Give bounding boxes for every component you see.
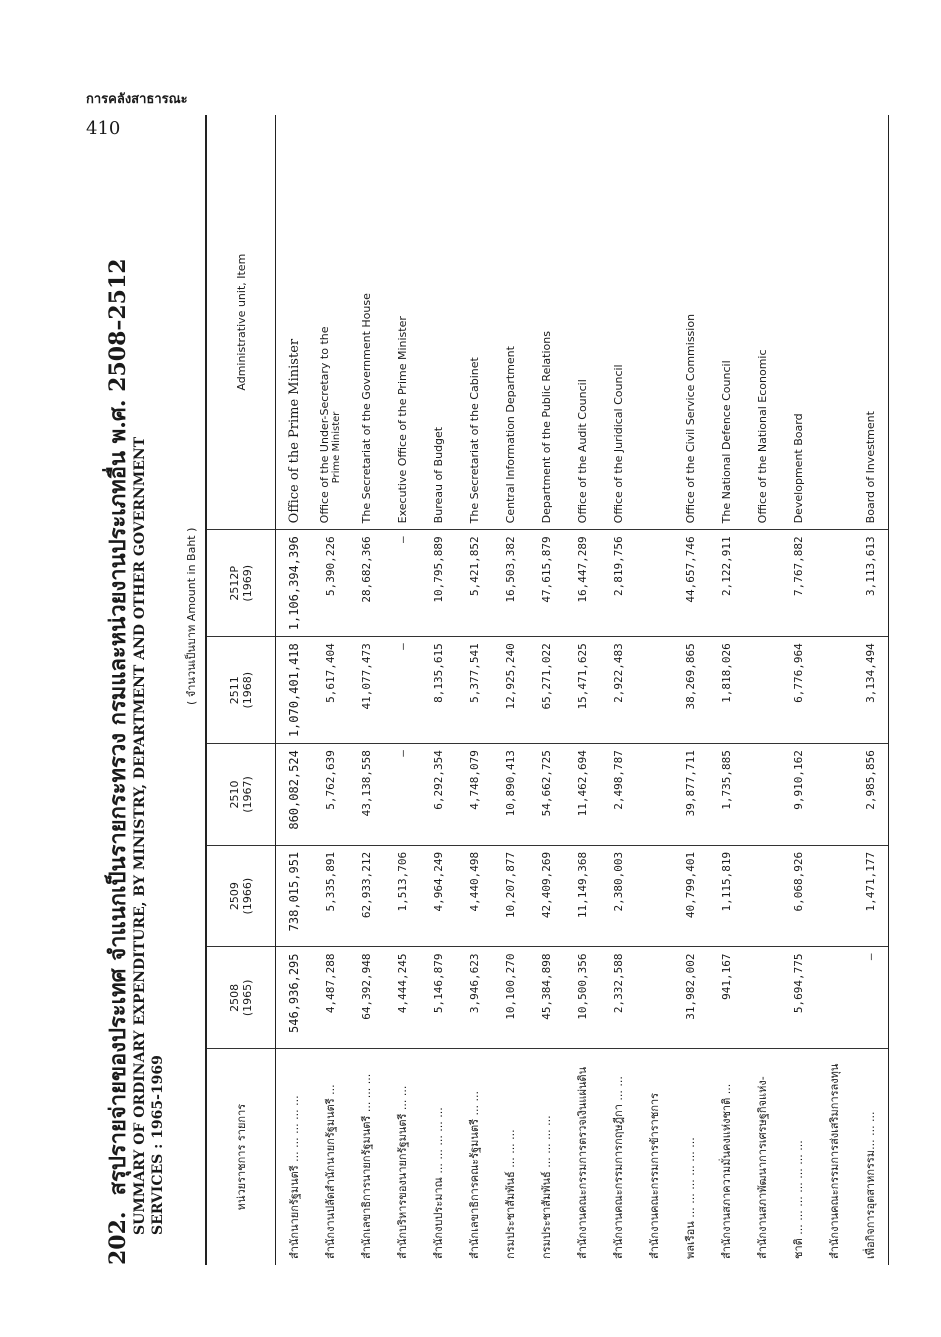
- row-value: 941,167: [708, 947, 744, 1049]
- row-value: 10,207,877: [503, 851, 517, 919]
- row-value: [636, 845, 672, 947]
- row-value: 2,498,787: [600, 744, 636, 846]
- table-title-thai: [100, 258, 135, 1265]
- row-value: 2,985,856: [852, 744, 889, 846]
- row-value: 5,390,226: [312, 530, 348, 637]
- table-row: [636, 115, 672, 1265]
- table-title-thai-text: สรุปรายจ่ายของประเทศ จำแนกเป็นรายกระทรวง กรมและหน่วยงานประเภทอื่น พ.ศ. 2508–2512: [105, 258, 131, 1196]
- row-en-label: [312, 115, 348, 530]
- year-ad: (1966): [241, 877, 254, 915]
- row-en-label-main: The Secretariat of the Cabinet: [467, 357, 481, 524]
- rotated-table-page: [100, 115, 877, 1265]
- row-value: [636, 530, 672, 637]
- row-value: [744, 947, 780, 1049]
- row-value: 2,819,756: [600, 530, 636, 637]
- row-en-label: [276, 115, 313, 530]
- table-body: [276, 115, 889, 1265]
- table-title-block: [100, 115, 210, 1265]
- row-value: 2,380,003: [611, 851, 625, 912]
- table-row: [492, 115, 528, 1265]
- row-value: 5,421,852: [456, 530, 492, 637]
- year-be: 2510: [228, 780, 241, 809]
- row-value: 4,748,079: [456, 744, 492, 846]
- row-thai-label: สำนักงานคณะกรรมการส่งเสริมการลงทุน: [828, 1063, 841, 1259]
- row-en-label: [348, 115, 384, 530]
- row-thai-label: พลเรือน ... ... ... ... ... ...: [684, 1137, 697, 1259]
- row-en-label-main: Office of the Audit Council: [575, 379, 589, 524]
- row-en-label: [672, 115, 708, 530]
- row-value: [816, 637, 852, 744]
- row-value: 1,735,885: [708, 744, 744, 846]
- year-be: 2509: [228, 882, 241, 911]
- row-value: 1,471,177: [852, 845, 889, 947]
- row-value: 10,795,889: [420, 530, 456, 637]
- row-value: 6,068,926: [791, 851, 805, 912]
- row-value: [636, 637, 672, 744]
- table-row: [420, 115, 456, 1265]
- row-thai-label: สำนักเลขาธิการนายกรัฐมนตรี ... ... ...: [360, 1073, 373, 1259]
- row-en-label-main: Office of the Prime Minister: [286, 338, 302, 524]
- row-value: 1,513,706: [395, 851, 409, 912]
- row-value: 4,440,498: [467, 851, 481, 912]
- table-row: [384, 115, 420, 1265]
- row-thai-label: สำนักนายกรัฐมนตรี ... ... ... ... ...: [288, 1095, 301, 1259]
- year-be: 2508: [228, 983, 241, 1012]
- row-en-label-main: The National Defence Council: [719, 360, 733, 524]
- row-value: 2,332,588: [600, 947, 636, 1049]
- row-value: 6,292,354: [420, 744, 456, 846]
- row-value: 64,392,948: [348, 947, 384, 1049]
- row-value: 5,762,639: [312, 744, 348, 846]
- row-value: 4,444,245: [384, 947, 420, 1049]
- year-ad: (1965): [241, 979, 254, 1017]
- row-thai-label: สำนักงานปลัดสำนักนายกรัฐมนตรี ...: [324, 1084, 337, 1259]
- row-value: 11,149,368: [575, 851, 589, 919]
- expenditure-table: [205, 115, 889, 1265]
- row-en-label-sub: Prime Minister: [331, 411, 342, 484]
- row-value: 16,447,289: [564, 530, 600, 637]
- row-value: 5,146,879: [420, 947, 456, 1049]
- row-thai-label: สำนักเลขาธิการคณะรัฐมนตรี ... ...: [468, 1091, 481, 1259]
- row-value: 47,615,879: [528, 530, 564, 637]
- year-be: 2512P: [228, 565, 241, 601]
- row-value: [744, 637, 780, 744]
- table-row: [528, 115, 564, 1265]
- row-value: 15,471,625: [575, 643, 589, 710]
- header-year-2508: [206, 947, 276, 1049]
- header-year-2510: [206, 744, 276, 846]
- row-value: 3,946,623: [456, 947, 492, 1049]
- year-ad: (1968): [241, 671, 254, 709]
- row-value: 40,799,401: [683, 851, 697, 919]
- row-value: [744, 744, 780, 846]
- row-value: 2,122,911: [708, 530, 744, 637]
- row-value: 860,082,524: [276, 744, 313, 846]
- row-value: [816, 530, 852, 637]
- row-value: 45,384,898: [528, 947, 564, 1049]
- row-value: 10,100,270: [492, 947, 528, 1049]
- row-value: 12,925,240: [503, 643, 517, 710]
- row-value: 16,503,382: [492, 530, 528, 637]
- row-value: 11,462,694: [564, 744, 600, 846]
- header-year-2512: [206, 530, 276, 637]
- header-thai-unit: หน่วยราชการ รายการ: [206, 1049, 276, 1265]
- row-thai-label: สำนักงานคณะกรรมการข้าราชการ: [648, 1092, 661, 1259]
- row-value: [816, 744, 852, 846]
- row-value: 39,877,711: [672, 744, 708, 846]
- row-value: 10,890,413: [492, 744, 528, 846]
- row-value: [744, 530, 780, 637]
- year-be: 2511: [228, 676, 241, 705]
- row-thai-label: สำนักงานสภาความมั่นคงแห่งชาติ ...: [720, 1083, 733, 1259]
- table-row: [744, 115, 780, 1265]
- header-year-2509: [206, 845, 276, 947]
- year-ad: (1969): [241, 565, 254, 602]
- header-year-2511: [206, 637, 276, 744]
- table-row: [672, 115, 708, 1265]
- row-en-label: [420, 115, 456, 530]
- table-row: [456, 115, 492, 1265]
- row-value: —: [852, 947, 889, 1049]
- row-en-label-main: Development Board: [791, 413, 805, 524]
- row-value: 5,694,775: [780, 947, 816, 1049]
- row-en-label: [852, 115, 889, 530]
- page-number: 410: [86, 118, 121, 139]
- row-en-label: [384, 115, 420, 530]
- row-thai-label: เพื่อกิจการอุตสาหกรรม... ... ...: [852, 1049, 889, 1265]
- row-value: 8,135,615: [431, 643, 445, 703]
- row-en-label: [816, 115, 852, 530]
- row-value: 1,818,026: [719, 643, 733, 703]
- row-value: [816, 845, 852, 947]
- row-en-label-main: Office of the Juridical Council: [611, 364, 625, 524]
- header-en-unit: Administrative unit, Item: [206, 115, 276, 530]
- row-thai-label: ชาติ ... ... ... ... ... ... ...: [792, 1140, 805, 1259]
- row-en-label: [636, 115, 672, 530]
- row-value: 4,487,288: [312, 947, 348, 1049]
- row-en-label-main: Office of the National Economic: [755, 349, 769, 524]
- row-value: 5,335,891: [323, 851, 337, 912]
- row-value: 2,922,483: [611, 643, 625, 703]
- row-value: 54,662,725: [528, 744, 564, 846]
- unit-note: ( จำนวนเป็นบาท Amount in Baht ): [185, 527, 198, 705]
- table-row: [708, 115, 744, 1265]
- row-value: 5,617,404: [323, 643, 337, 703]
- row-value: 1,106,394,396: [276, 530, 313, 637]
- row-thai-label: สำนักงานคณะกรรมการตรวจเงินแผ่นดิน: [576, 1066, 589, 1259]
- row-thai-label: กรมประชาสัมพันธ์ ... ... ...: [504, 1129, 517, 1259]
- row-en-label-main: Office of the Under-Secretary to the: [318, 326, 331, 524]
- row-value: 3,134,494: [852, 637, 889, 744]
- row-value: 1,070,401,418: [287, 643, 301, 738]
- row-value: 10,500,356: [564, 947, 600, 1049]
- row-thai-label: สำนักงบประมาณ ... ... ... ... ...: [432, 1107, 445, 1259]
- row-value: —: [384, 744, 420, 846]
- table-title-en-line1: SUMMARY OF ORDINARY EXPENDITURE, BY MINISTRY, DEPARTMENT AND OTHER GOVERNMENT: [132, 436, 148, 1235]
- table-row: [816, 115, 852, 1265]
- row-value: 6,776,964: [791, 643, 805, 703]
- row-en-label-main: Department of the Public Relations: [539, 331, 553, 524]
- row-en-label-main: Central Information Department: [503, 346, 517, 524]
- row-en-label: [564, 115, 600, 530]
- row-thai-label: สำนักงานสภาพัฒนาการเศรษฐกิจแห่ง-: [756, 1076, 769, 1259]
- row-value: 65,271,022: [539, 643, 553, 710]
- row-value: —: [395, 643, 409, 650]
- row-value: 546,936,295: [276, 947, 313, 1049]
- row-value: 43,138,558: [348, 744, 384, 846]
- table-row: [312, 115, 348, 1265]
- row-en-label: [528, 115, 564, 530]
- table-number: 202.: [105, 1211, 131, 1265]
- table-row: [780, 115, 816, 1265]
- row-value: 9,910,162: [780, 744, 816, 846]
- row-value: 5,377,541: [467, 643, 481, 703]
- row-thai-label: สำนักบริหารของนายกรัฐมนตรี ... ...: [396, 1085, 409, 1259]
- row-en-label: [708, 115, 744, 530]
- row-value: 31,982,002: [672, 947, 708, 1049]
- table-row: [276, 115, 313, 1265]
- row-value: 1,115,819: [719, 851, 733, 912]
- row-value: 7,767,882: [780, 530, 816, 637]
- book-title: การคลังสาธารณะ: [86, 92, 188, 107]
- row-en-label: [456, 115, 492, 530]
- row-thai-label: สำนักงานคณะกรรมการกฤษฎีกา ... ...: [612, 1076, 625, 1259]
- row-en-label: [780, 115, 816, 530]
- row-value: 738,015,951: [287, 851, 301, 932]
- row-value: [816, 947, 852, 1049]
- row-value: 41,077,473: [359, 643, 373, 710]
- table-header-row: [206, 115, 276, 1265]
- row-en-label-main: Bureau of Budget: [431, 426, 445, 524]
- row-en-label: [600, 115, 636, 530]
- row-en-label: [744, 115, 780, 530]
- row-value: [744, 845, 780, 947]
- row-value: [636, 744, 672, 846]
- table-row: [600, 115, 636, 1265]
- row-value: 42,409,269: [539, 851, 553, 919]
- row-en-label-main: Office of the Civil Service Commission: [683, 313, 697, 524]
- table-row: [852, 115, 889, 1265]
- table-row: [564, 115, 600, 1265]
- row-value: 38,269,865: [683, 643, 697, 710]
- row-value: 3,113,613: [852, 530, 889, 637]
- table-row: [348, 115, 384, 1265]
- table-title-en-line2: SERVICES : 1965-1969: [150, 1055, 166, 1235]
- row-en-label-main: Board of Investment: [863, 411, 877, 524]
- row-en-label: [492, 115, 528, 530]
- row-en-label-main: The Secretariat of the Government House: [359, 293, 373, 524]
- row-value: —: [384, 530, 420, 637]
- year-ad: (1967): [241, 776, 254, 813]
- row-value: 44,657,746: [672, 530, 708, 637]
- row-en-label-main: Executive Office of the Prime Minister: [395, 316, 409, 524]
- row-thai-label: กรมประชาสัมพันธ์ ... ... ... ...: [540, 1115, 553, 1259]
- row-value: 28,682,366: [348, 530, 384, 637]
- row-value: 4,964,249: [431, 851, 445, 912]
- row-value: [636, 947, 672, 1049]
- row-value: 62,933,212: [359, 851, 373, 919]
